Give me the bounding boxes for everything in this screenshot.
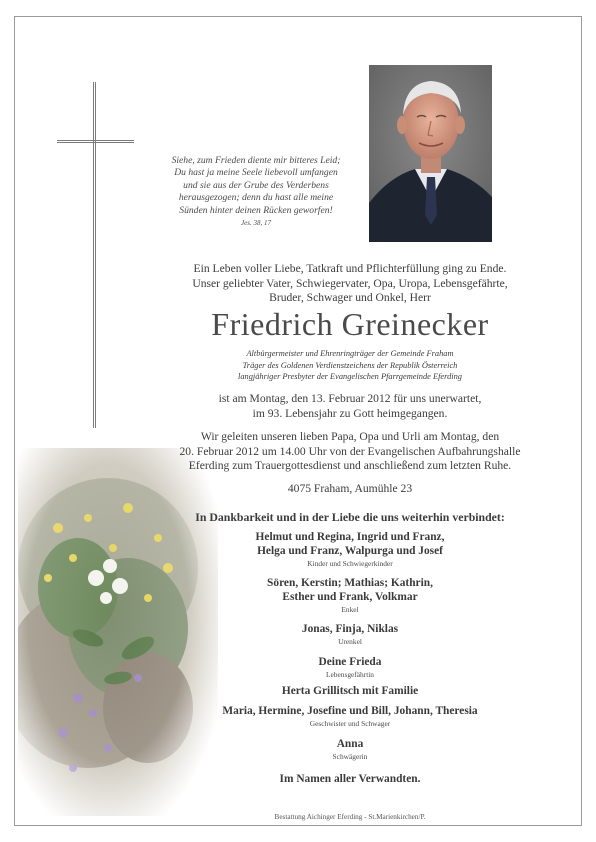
family-group xyxy=(150,530,550,569)
intro-line: Unser geliebter Vater, Schwiegervater, Opa, Uropa, Lebensgefährte, xyxy=(192,276,508,290)
footer-credit: Bestattung Aichinger Eferding - St.Marienkirchen/P. xyxy=(274,813,426,821)
funeral-info xyxy=(150,430,550,474)
quote-line: und sie aus der Grube des Verderbens xyxy=(183,179,329,191)
intro-text xyxy=(150,262,550,306)
bible-quote xyxy=(150,155,362,229)
family-names: Maria, Hermine, Josefine und Bill, Johann, Theresia xyxy=(222,705,478,717)
funeral-line: Wir geleiten unseren lieben Papa, Opa und Urli am Montag, den xyxy=(200,430,500,443)
title-line: langjähriger Presbyter der Evangelischen Pfarrgemeinde Eferding xyxy=(238,372,462,382)
death-line: ist am Montag, den 13. Februar 2012 für uns unerwartet, xyxy=(218,392,482,405)
family-names: Deine Frieda xyxy=(318,656,382,668)
quote-reference: Jes. 38, 17 xyxy=(241,219,271,228)
family-group xyxy=(150,737,550,762)
family-caption: Geschwister und Schwager xyxy=(309,719,391,729)
title-line: Altbürgermeister und Ehrenringträger der Gemeinde Fraham xyxy=(246,349,454,358)
family-group xyxy=(150,655,550,680)
family-group xyxy=(150,684,550,698)
address: 4075 Fraham, Aumühle 23 xyxy=(287,482,413,495)
portrait-photo xyxy=(369,65,492,242)
intro-line: Ein Leben voller Liebe, Tatkraft und Pflichterfüllung ging zu Ende. xyxy=(193,262,507,275)
quote-line: Sünden hinter deinen Rücken geworfen! xyxy=(179,204,333,216)
family-names: Helga und Franz, Walpurga und Josef xyxy=(257,545,443,558)
family-names: Jonas, Finja, Niklas xyxy=(301,623,399,635)
quote-line: Siehe, zum Frieden diente mir bitteres Leid; xyxy=(171,155,341,166)
deceased-name: Friedrich Greinecker xyxy=(211,306,489,342)
family-names: Sören, Kerstin; Mathias; Kathrin, xyxy=(267,577,433,589)
quote-line: herausgezogen; denn du hast alle meine xyxy=(178,192,334,204)
family-names: Herta Grillitsch mit Familie xyxy=(281,685,419,697)
quote-line: Du hast ja meine Seele liebevoll umfangen xyxy=(174,167,338,179)
closing-line: Im Namen aller Verwandten. xyxy=(279,773,421,785)
honors-titles xyxy=(150,348,550,383)
family-caption: Urenkel xyxy=(338,637,362,647)
death-line: im 93. Lebensjahr zu Gott heimgegangen. xyxy=(252,406,448,420)
cross-icon xyxy=(93,82,96,428)
family-group xyxy=(150,704,550,729)
family-caption: Lebensgefährtin xyxy=(325,670,375,680)
family-caption: Schwägerin xyxy=(332,752,368,762)
family-names: Anna xyxy=(336,738,364,750)
death-notice xyxy=(150,392,550,421)
thanks-heading: In Dankbarkeit und in der Liebe die uns weiterhin verbindet: xyxy=(195,510,505,524)
family-group xyxy=(150,576,550,615)
family-group xyxy=(150,622,550,647)
funeral-line: 20. Februar 2012 um 14.00 Uhr von der Evangelischen Aufbahrungshalle xyxy=(179,444,521,458)
family-names: Helmut und Regina, Ingrid und Franz, xyxy=(255,531,445,543)
family-names: Esther und Frank, Volkmar xyxy=(282,591,418,604)
cross-icon-bar xyxy=(57,140,134,143)
funeral-line: Eferding zum Trauergottesdienst und anschließend zum letzten Ruhe. xyxy=(188,459,512,473)
title-line: Träger des Goldenen Verdienstzeichens der Republik Österreich xyxy=(242,360,458,370)
family-caption: Enkel xyxy=(341,605,359,615)
family-caption: Kinder und Schwiegerkinder xyxy=(307,559,393,569)
intro-line: Bruder, Schwager und Onkel, Herr xyxy=(269,291,431,305)
